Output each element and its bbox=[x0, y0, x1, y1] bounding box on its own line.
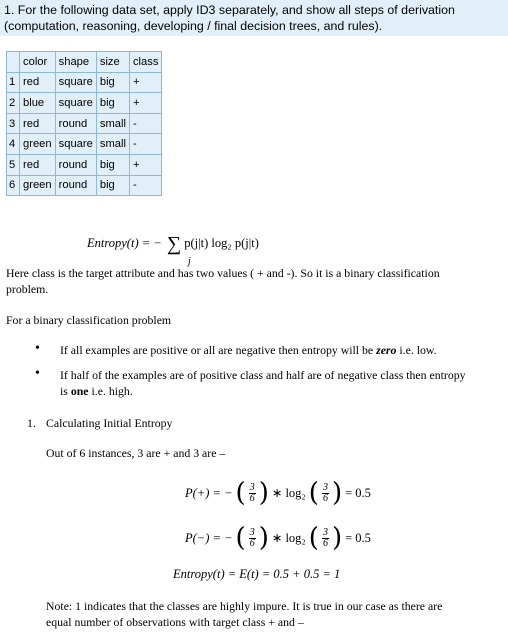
paren-open: ( bbox=[235, 523, 246, 553]
bullet-text-part: If all examples are positive or all are negative then entropy will be bbox=[60, 343, 377, 357]
header-cell: class bbox=[129, 52, 162, 73]
p-minus-result: = 0.5 bbox=[345, 530, 371, 545]
fraction bbox=[249, 528, 256, 549]
table-cell: green bbox=[20, 175, 56, 196]
note-line: equal number of observations with target class + and – bbox=[46, 615, 304, 629]
paragraph-line: problem. bbox=[6, 282, 49, 296]
header-cell: color bbox=[20, 52, 56, 73]
bullet-text-part: is bbox=[60, 384, 71, 398]
table-cell: big bbox=[96, 175, 129, 196]
table-cell: round bbox=[55, 175, 96, 196]
table-cell: 3 bbox=[7, 113, 20, 134]
fraction-numerator: 3 bbox=[322, 526, 328, 538]
table-cell: round bbox=[55, 113, 96, 134]
bullet-dot: • bbox=[35, 341, 40, 356]
fraction-denominator: 6 bbox=[249, 537, 255, 549]
sigma-index: j bbox=[188, 256, 191, 267]
fraction bbox=[249, 483, 256, 504]
question-banner bbox=[0, 0, 508, 36]
question-line-1: 1. For the following data set, apply ID3 separately, and show all steps of derivation bbox=[4, 3, 455, 17]
emphasis-one: one bbox=[70, 384, 89, 398]
table-cell: red bbox=[20, 154, 56, 175]
note-line: Note: 1 indicates that the classes are highly impure. It is true in our case as there are bbox=[46, 599, 443, 613]
bullet-text: If half of the examples are of positive class and half are of negative class then entropy bbox=[60, 368, 466, 382]
step-title: Calculating Initial Entropy bbox=[46, 416, 173, 430]
question-line-2: (computation, reasoning, developing / final decision trees, and rules). bbox=[4, 19, 383, 33]
header-cell: shape bbox=[55, 52, 96, 73]
table-cell: + bbox=[129, 72, 162, 93]
table-cell: big bbox=[96, 93, 129, 114]
p-plus-equation bbox=[185, 476, 371, 510]
table-cell: 2 bbox=[7, 93, 20, 114]
dataset-table bbox=[6, 51, 162, 196]
fraction bbox=[322, 528, 329, 549]
table-cell: 5 bbox=[7, 154, 20, 175]
fraction-denominator: 6 bbox=[322, 537, 328, 549]
table-row bbox=[7, 113, 162, 134]
table-cell: big bbox=[96, 154, 129, 175]
fraction-denominator: 6 bbox=[322, 492, 328, 504]
paren-close: ) bbox=[258, 523, 269, 553]
table-cell: big bbox=[96, 72, 129, 93]
p-plus-result: = 0.5 bbox=[345, 485, 371, 500]
table-cell: square bbox=[55, 134, 96, 155]
fraction-numerator: 3 bbox=[322, 481, 328, 493]
table-cell: red bbox=[20, 113, 56, 134]
table-cell: round bbox=[55, 154, 96, 175]
table-cell: - bbox=[129, 134, 162, 155]
paren-close: ) bbox=[331, 523, 343, 553]
bullet-dot: • bbox=[35, 366, 40, 381]
table-row bbox=[7, 72, 162, 93]
bullet-text-part: i.e. low. bbox=[396, 343, 437, 357]
fraction-denominator: 6 bbox=[249, 492, 255, 504]
table-row bbox=[7, 175, 162, 196]
table-cell: + bbox=[129, 154, 162, 175]
bullet-text bbox=[60, 384, 133, 399]
p-minus-label: P(−) = − bbox=[185, 530, 233, 545]
paren-close: ) bbox=[331, 478, 343, 508]
table-header-row bbox=[7, 52, 162, 73]
instances-text: Out of 6 instances, 3 are + and 3 are – bbox=[46, 446, 226, 460]
entropy-formula bbox=[87, 233, 259, 256]
table-cell: 6 bbox=[7, 175, 20, 196]
table-cell: square bbox=[55, 72, 96, 93]
table-cell: - bbox=[129, 113, 162, 134]
fraction-numerator: 3 bbox=[249, 481, 255, 493]
table-cell: small bbox=[96, 134, 129, 155]
entropy-formula-lhs: Entropy(t) = − bbox=[87, 236, 162, 250]
bullet-text-part: i.e. high. bbox=[88, 384, 133, 398]
header-cell: size bbox=[96, 52, 129, 73]
p-minus-equation bbox=[185, 521, 371, 555]
bullet-text bbox=[60, 343, 437, 358]
step-number: 1. bbox=[27, 416, 36, 430]
fraction bbox=[322, 483, 329, 504]
paren-open: ( bbox=[308, 523, 319, 553]
table-cell: green bbox=[20, 134, 56, 155]
final-entropy: Entropy(t) = E(t) = 0.5 + 0.5 = 1 bbox=[173, 567, 341, 581]
table-cell: 4 bbox=[7, 134, 20, 155]
fraction-numerator: 3 bbox=[249, 526, 255, 538]
paren-close: ) bbox=[258, 478, 269, 508]
paren-open: ( bbox=[235, 478, 246, 508]
table-row bbox=[7, 154, 162, 175]
table-cell: - bbox=[129, 175, 162, 196]
table-cell: blue bbox=[20, 93, 56, 114]
table-cell: 1 bbox=[7, 72, 20, 93]
times-log: ∗ log₂ bbox=[271, 486, 306, 500]
paren-open: ( bbox=[308, 478, 319, 508]
table-row bbox=[7, 134, 162, 155]
entropy-formula-rhs: p(j|t) log₂ p(j|t) bbox=[184, 236, 259, 250]
table-cell: small bbox=[96, 113, 129, 134]
table-cell: + bbox=[129, 93, 162, 114]
emphasis-zero: zero bbox=[376, 343, 397, 357]
paragraph: For a binary classification problem bbox=[6, 313, 172, 327]
sigma-symbol: ∑ bbox=[166, 233, 182, 255]
paragraph-line: Here class is the target attribute and has two values ( + and -). So it is a binary classification bbox=[6, 266, 440, 280]
table-cell: square bbox=[55, 93, 96, 114]
header-cell bbox=[7, 52, 20, 73]
p-plus-label: P(+) = − bbox=[185, 485, 233, 500]
times-log: ∗ log₂ bbox=[271, 531, 306, 545]
table-row bbox=[7, 93, 162, 114]
table-cell: red bbox=[20, 72, 56, 93]
